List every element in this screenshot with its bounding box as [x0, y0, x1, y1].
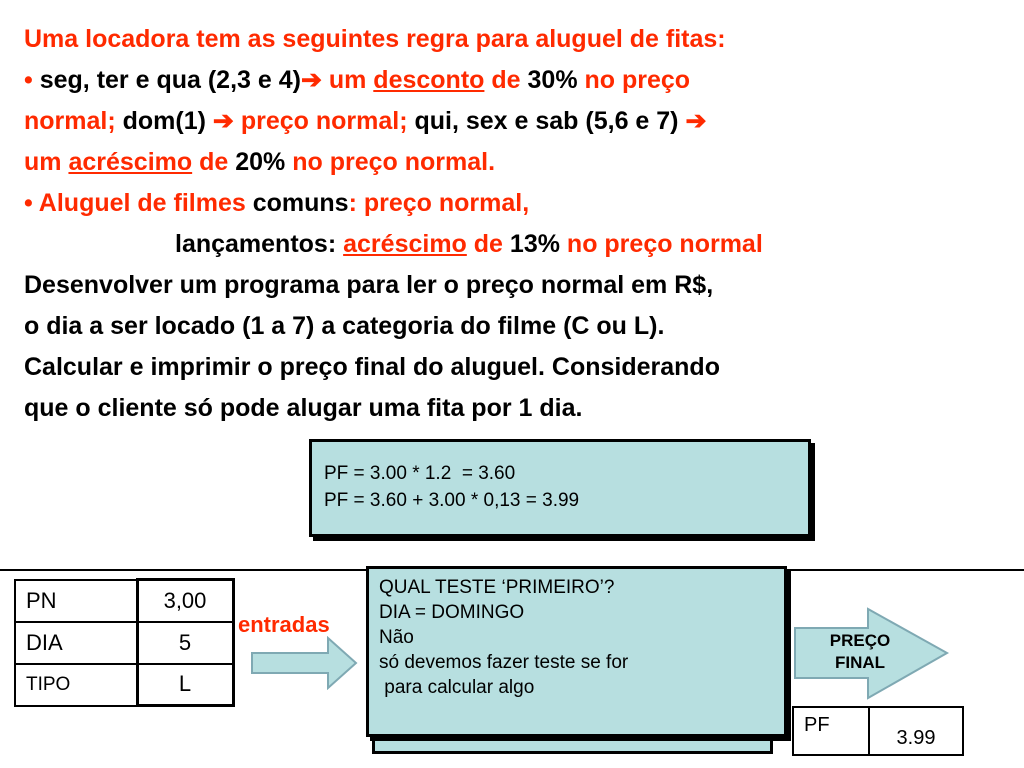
- task-text: o dia a ser locado (1 a 7) a categoria do filme (C ou L).: [24, 312, 665, 340]
- text-fragment: um: [328, 66, 367, 94]
- percent-20: 20%: [235, 148, 286, 176]
- arrow-right-icon: ➔: [212, 107, 234, 135]
- task-text: Calcular e imprimir o preço final do aluguel. Considerando: [24, 353, 720, 381]
- rule-line-4: [24, 183, 1014, 224]
- note-line-2: DIA = DOMINGO: [379, 602, 525, 623]
- note-line-4: só devemos fazer teste se for: [379, 652, 629, 673]
- text-acrescimo: acréscimo: [343, 230, 467, 258]
- calculation-box: [309, 439, 811, 537]
- output-value-pf: 3.99: [869, 707, 963, 755]
- note-line-3: Não: [379, 627, 414, 648]
- text-fragment: no preço normal: [566, 230, 763, 258]
- text-lancamentos: lançamentos:: [175, 230, 337, 258]
- arrow-right-icon: ➔: [300, 66, 322, 94]
- task-line-4: [24, 388, 1014, 429]
- input-label-tipo: TIPO: [15, 664, 137, 706]
- text-fragment: no preço: [584, 66, 691, 94]
- note-line-1: QUAL TESTE ‘PRIMEIRO’?: [379, 577, 615, 598]
- text-fragment: de: [199, 148, 229, 176]
- note-line-5: para calcular algo: [379, 677, 535, 698]
- output-label-pf: PF: [793, 707, 869, 755]
- text-fragment: no preço normal.: [292, 148, 496, 176]
- bullet: •: [24, 189, 33, 217]
- input-label-pn: PN: [15, 580, 137, 622]
- final-price-label-line-1: PREÇO: [829, 631, 891, 650]
- input-value-dia: 5: [137, 622, 233, 664]
- input-value-pn: 3,00: [137, 580, 233, 622]
- title-text: Uma locadora tem as seguintes regra para aluguel de fitas:: [24, 25, 726, 53]
- table-row: [15, 580, 233, 622]
- rule-line-5: [175, 224, 1005, 265]
- task-line-3: [24, 347, 1014, 388]
- text-fragment: um: [24, 148, 62, 176]
- task-text: Desenvolver um programa para ler o preço normal em R$,: [24, 271, 714, 299]
- task-line-1: [24, 265, 1014, 306]
- final-price-label-line-2: FINAL: [834, 653, 886, 672]
- text-fragment: preço normal;: [240, 107, 408, 135]
- task-text: que o cliente só pode alugar uma fita por 1 dia.: [24, 394, 583, 422]
- rule-days-sunday: dom(1): [122, 107, 206, 135]
- rule-days-weekend: qui, sex e sab (5,6 e 7): [414, 107, 679, 135]
- calc-line-2: PF = 3.60 + 3.00 * 0,13 = 3.99: [324, 490, 580, 511]
- table-row: [793, 707, 963, 755]
- input-value-tipo: L: [137, 664, 233, 706]
- rule-line-1: [24, 60, 1014, 101]
- text-fragment: de: [473, 230, 503, 258]
- arrow-right-icon: [250, 636, 360, 690]
- table-row: [15, 664, 233, 706]
- input-label-dia: DIA: [15, 622, 137, 664]
- inputs-table: [14, 578, 235, 707]
- percent-30: 30%: [527, 66, 578, 94]
- title-line: [24, 19, 1014, 60]
- text-fragment: : preço normal,: [348, 189, 530, 217]
- task-line-2: [24, 306, 1014, 347]
- final-price-label: [802, 630, 918, 674]
- text-fragment: normal;: [24, 107, 116, 135]
- output-table: [792, 706, 964, 756]
- rule-line-3: [24, 142, 1014, 183]
- entradas-label: entradas: [238, 612, 330, 637]
- note-box: [366, 566, 787, 737]
- percent-13: 13%: [509, 230, 560, 258]
- rule-days-weekday: seg, ter e qua (2,3 e 4): [39, 66, 301, 94]
- rule-line-2: [24, 101, 1014, 142]
- bullet: •: [24, 66, 33, 94]
- text-fragment: Aluguel de filmes: [38, 189, 246, 217]
- arrow-right-icon: ➔: [685, 107, 707, 135]
- text-fragment: de: [491, 66, 521, 94]
- text-acrescimo: acréscimo: [68, 148, 193, 176]
- calc-line-1: PF = 3.00 * 1.2 = 3.60: [324, 463, 516, 484]
- table-row: [15, 622, 233, 664]
- text-comuns: comuns: [252, 189, 349, 217]
- text-desconto: desconto: [373, 66, 485, 94]
